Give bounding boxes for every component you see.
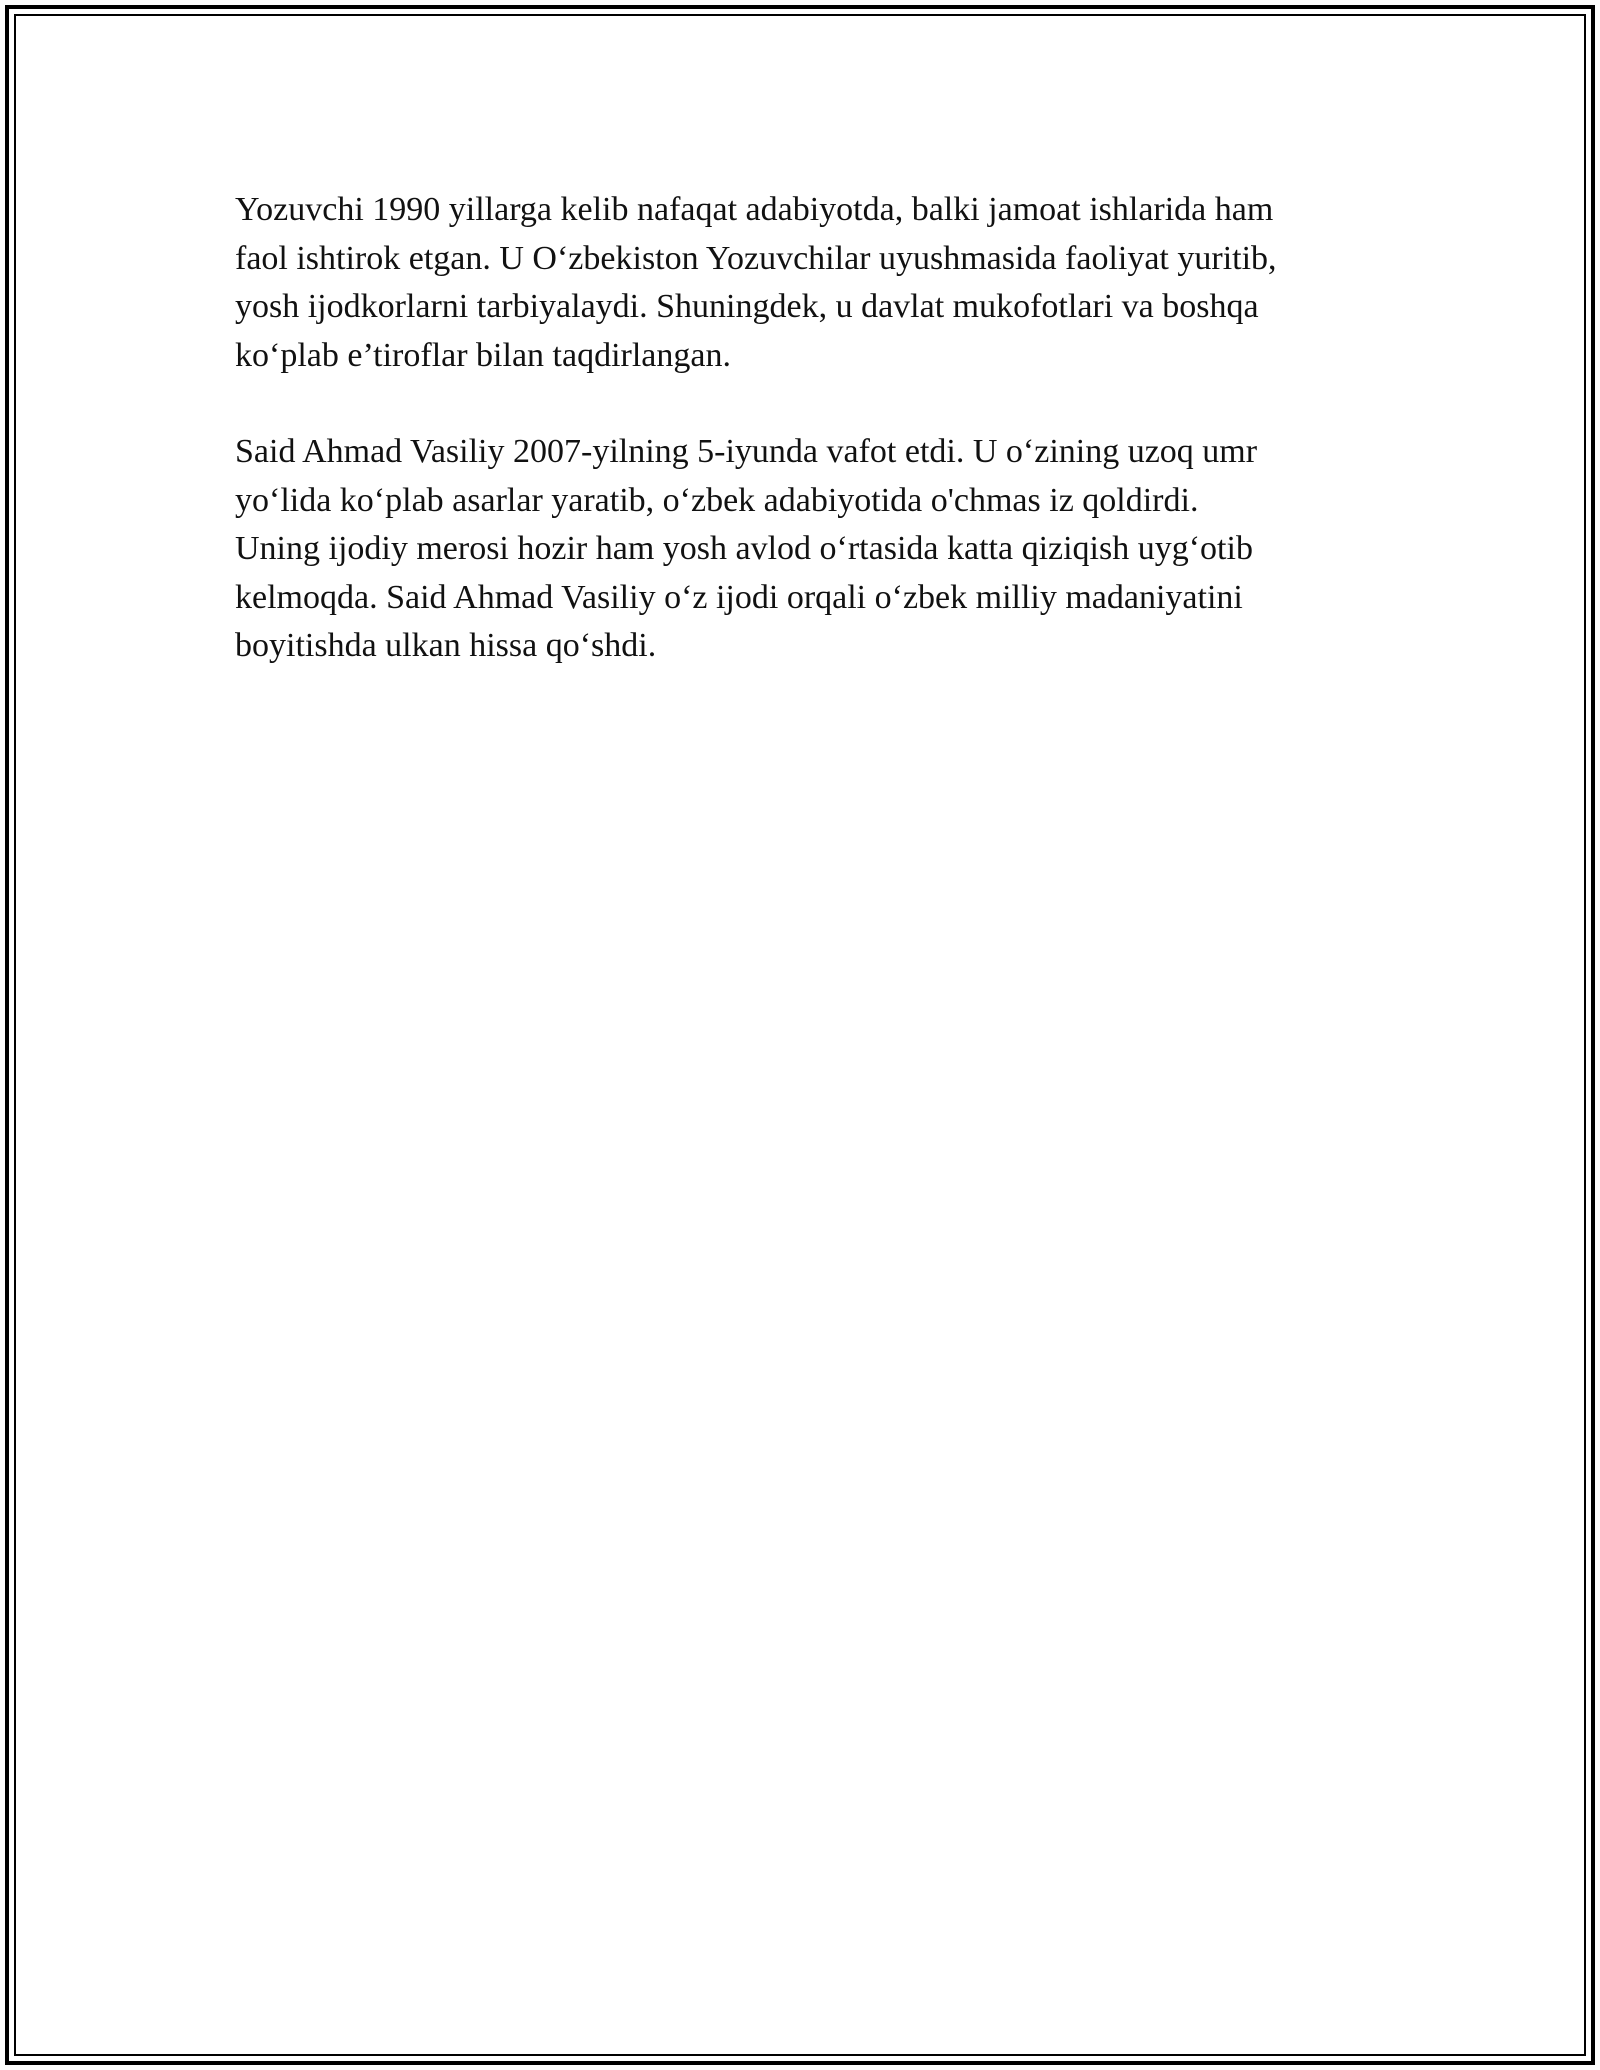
document-body bbox=[235, 186, 1375, 719]
paragraph-2: Said Ahmad Vasiliy 2007-yilning 5-iyunda vafot etdi. U o‘zining uzoq umr yo‘lida ko‘plab asarlar yaratib, o‘zbek adabiyotida o'chmas iz qoldirdi. Uning ijodiy merosi hozir ham yosh avlod o‘rtasida katta qiziqish uyg‘otib kelmoqda. Said Ahmad Vasiliy o‘z ijodi orqali o‘zbek milliy madaniyatini boyitishda ulkan hissa qo‘shdi. bbox=[235, 433, 1258, 664]
paragraph-1: Yozuvchi 1990 yillarga kelib nafaqat adabiyotda, balki jamoat ishlarida ham faol ishtirok etgan. U O‘zbekiston Yozuvchilar uyushmasida faoliyat yuritib, yosh ijodkorlarni tarbiyalaydi. Shuningdek, u davlat mukofotlari va boshqa ko‘plab e’tiroflar bilan taqdirlangan. bbox=[235, 191, 1277, 374]
